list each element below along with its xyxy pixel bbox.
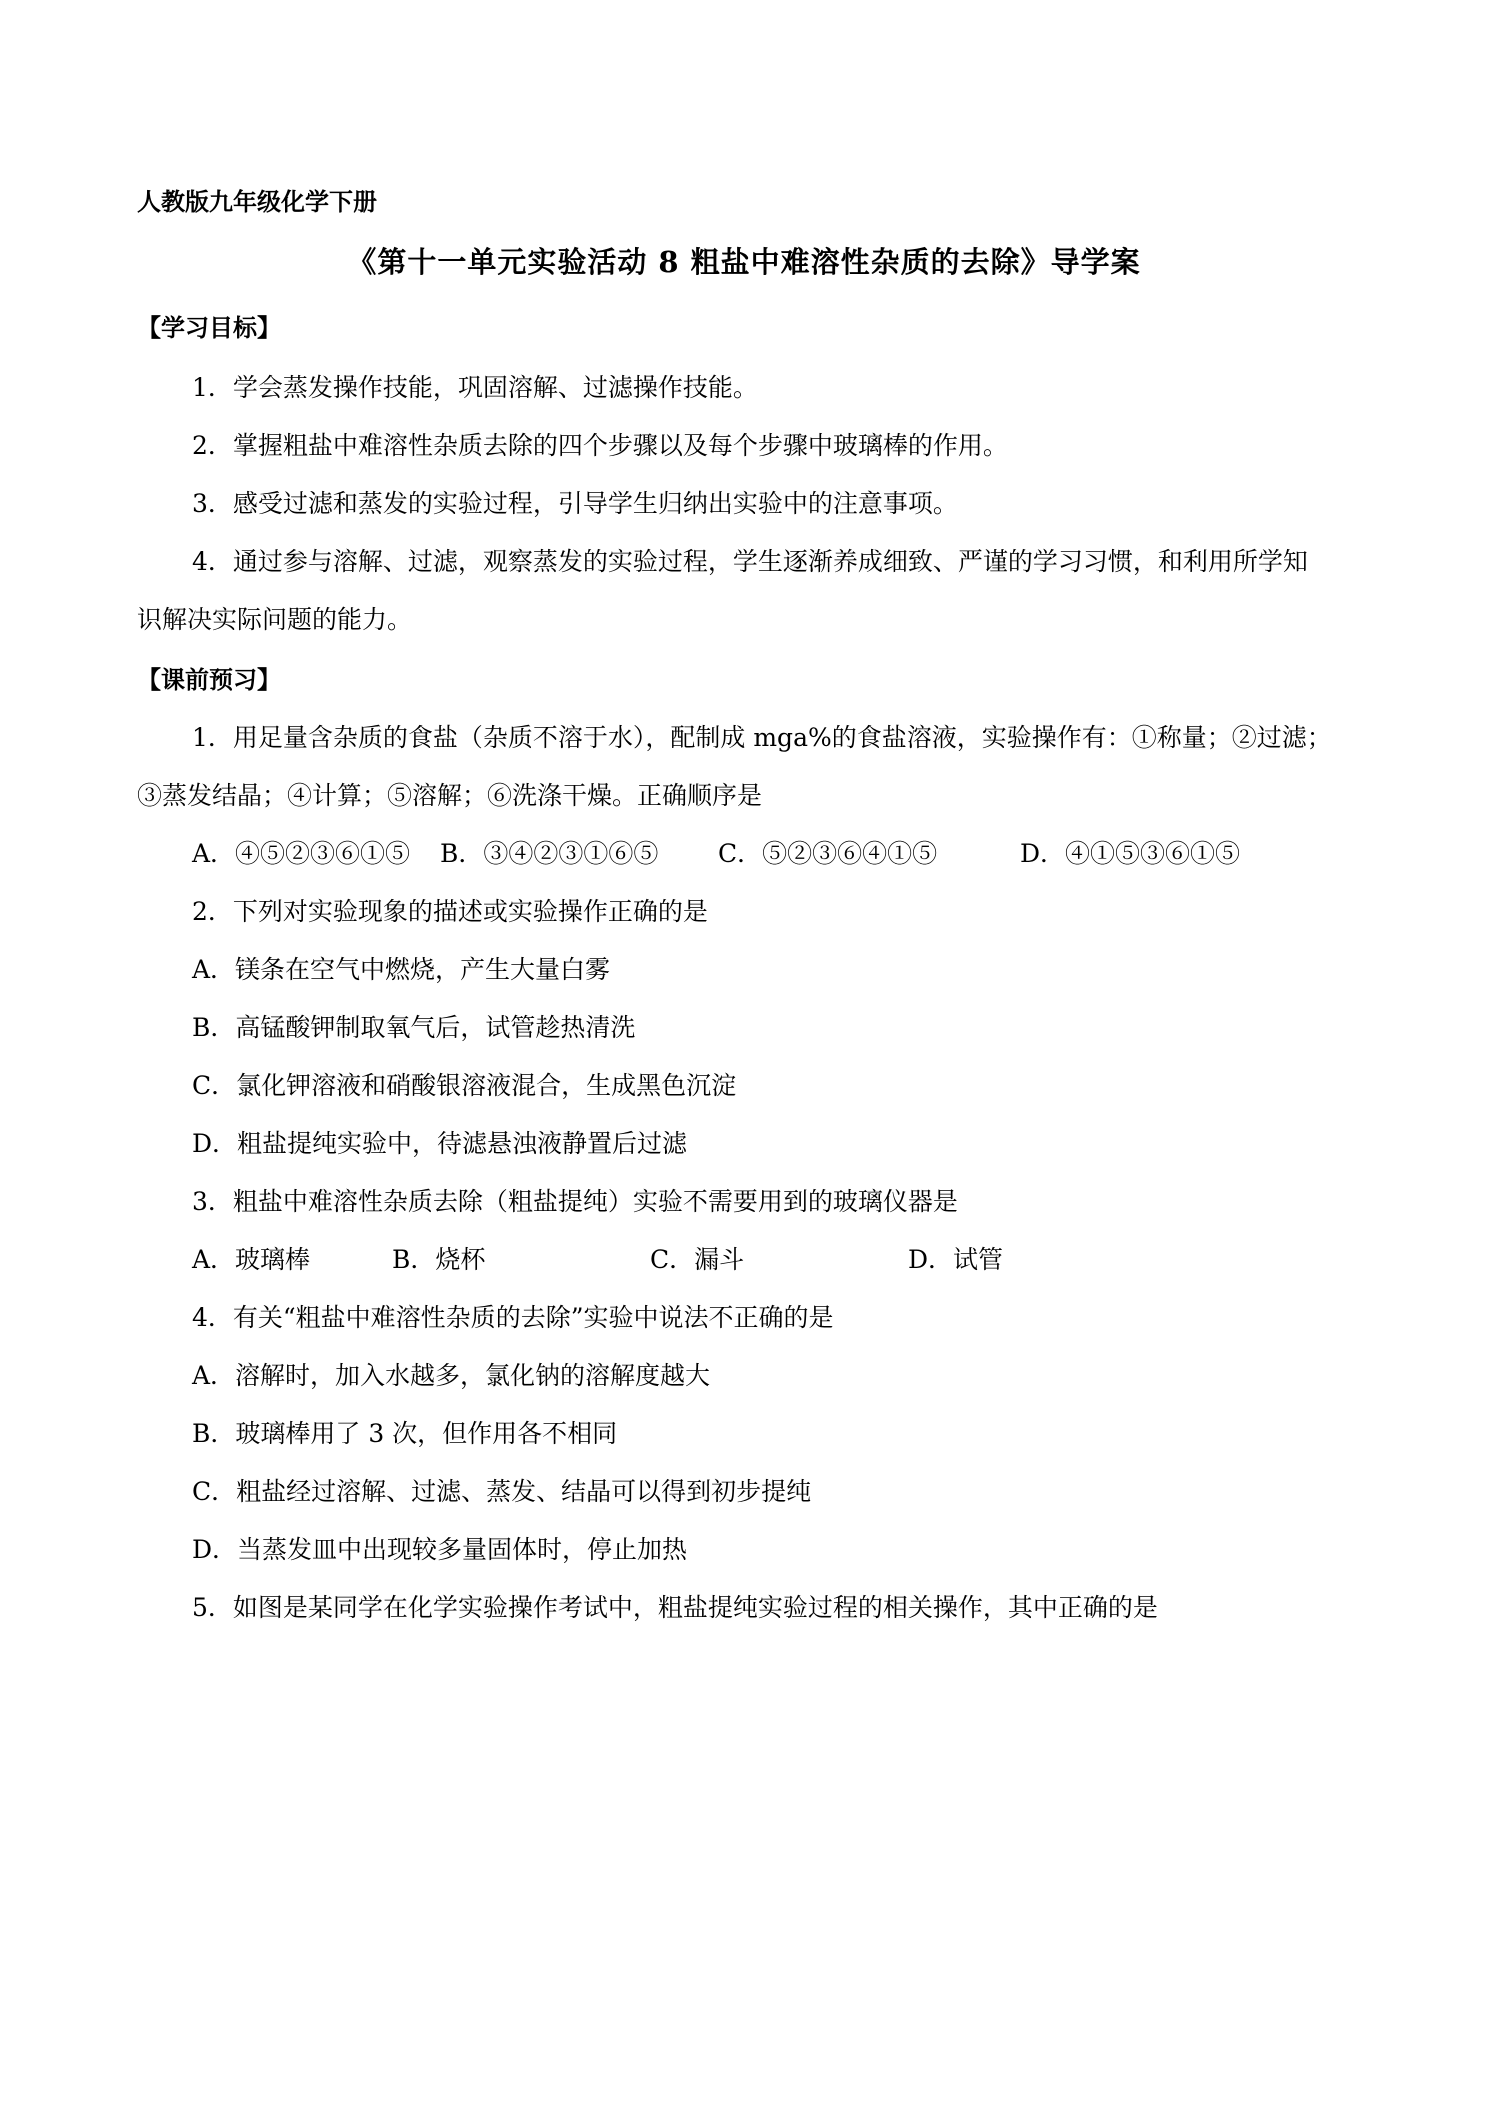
- goal-item-continuation: 识解决实际问题的能力。: [137, 605, 413, 634]
- question-4-stem: 4．有关“粗盐中难溶性杂质的去除”实验中说法不正确的是: [192, 1303, 834, 1332]
- question-1-option-a: A．④⑤②③⑥①⑤: [192, 839, 411, 868]
- question-4-option-d: D．当蒸发皿中出现较多量固体时，停止加热: [192, 1535, 688, 1564]
- goal-item: 4．通过参与溶解、过滤，观察蒸发的实验过程，学生逐渐养成细致、严谨的学习习惯，和利用所学知: [192, 547, 1308, 576]
- question-4-option-a: A．溶解时，加入水越多，氯化钠的溶解度越大: [192, 1361, 711, 1390]
- goal-item: 3．感受过滤和蒸发的实验过程，引导学生归纳出实验中的注意事项。: [192, 489, 958, 518]
- question-2-stem: 2．下列对实验现象的描述或实验操作正确的是: [192, 897, 708, 926]
- question-2-option-b: B．高锰酸钾制取氧气后，试管趁热清洗: [192, 1013, 636, 1042]
- question-1-line-1: 1．用足量含杂质的食盐（杂质不溶于水），配制成 mga%的食盐溶液，实验操作有：①称量；②过滤；: [192, 723, 1332, 752]
- goal-item: 2．掌握粗盐中难溶性杂质去除的四个步骤以及每个步骤中玻璃棒的作用。: [192, 431, 1008, 460]
- question-3-option-c: C．漏斗: [650, 1245, 745, 1274]
- question-3-option-b: B．烧杯: [392, 1245, 486, 1274]
- question-2-option-c: C．氯化钾溶液和硝酸银溶液混合，生成黑色沉淀: [192, 1071, 737, 1100]
- goal-item: 1．学会蒸发操作技能，巩固溶解、过滤操作技能。: [192, 373, 758, 402]
- question-1-option-b: B．③④②③①⑥⑤: [440, 839, 659, 868]
- question-2-option-d: D．粗盐提纯实验中，待滤悬浊液静置后过滤: [192, 1129, 688, 1158]
- goals-heading: 【学习目标】: [137, 313, 281, 342]
- page-title: 《第十一单元实验活动 8 粗盐中难溶性杂质的去除》导学案: [347, 245, 1141, 279]
- question-4-option-b: B．玻璃棒用了 3 次，但作用各不相同: [192, 1419, 618, 1448]
- question-1-option-c: C．⑤②③⑥④①⑤: [718, 839, 938, 868]
- question-5-stem: 5．如图是某同学在化学实验操作考试中，粗盐提纯实验过程的相关操作，其中正确的是: [192, 1593, 1158, 1622]
- question-2-option-a: A．镁条在空气中燃烧，产生大量白雾: [192, 955, 611, 984]
- subject-label: 人教版九年级化学下册: [137, 187, 377, 216]
- question-3-option-a: A．玻璃棒: [192, 1245, 311, 1274]
- question-3-option-d: D．试管: [908, 1245, 1004, 1274]
- question-1-option-d: D．④①⑤③⑥①⑤: [1020, 839, 1241, 868]
- question-1-line-2: ③蒸发结晶；④计算；⑤溶解；⑥洗涤干燥。正确顺序是: [137, 781, 763, 810]
- question-4-option-c: C．粗盐经过溶解、过滤、蒸发、结晶可以得到初步提纯: [192, 1477, 812, 1506]
- preview-heading: 【课前预习】: [137, 665, 281, 694]
- question-3-stem: 3．粗盐中难溶性杂质去除（粗盐提纯）实验不需要用到的玻璃仪器是: [192, 1187, 958, 1216]
